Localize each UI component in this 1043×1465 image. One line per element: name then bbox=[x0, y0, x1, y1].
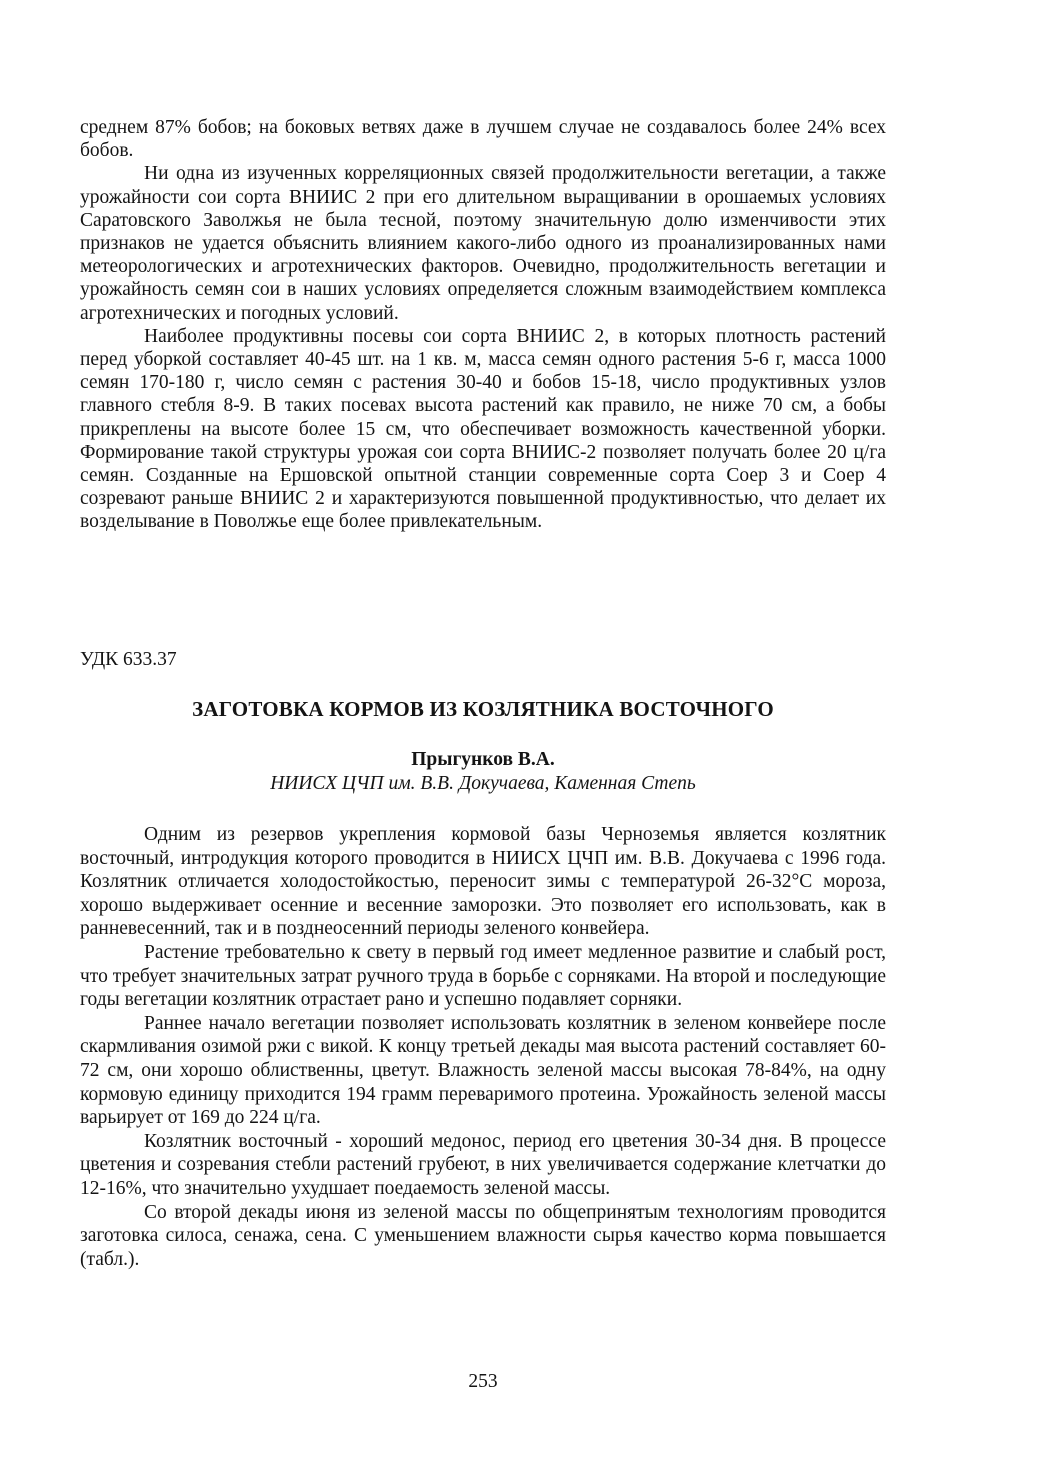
author-affiliation: НИИСХ ЦЧП им. В.В. Докучаева, Каменная Степь bbox=[270, 773, 696, 794]
paragraph: Раннее начало вегетации позволяет использовать козлятник в зеленом конвейере после скармливания озимой ржи с викой. К концу третьей декады мая высота растений составляет 60-72 см, они хорошо облиственны, цветут. Влажность зеленой массы высокая 78-84%, на одну кормовую единицу приходится 194 грамм переваримого протеина. Урожайность зеленой массы варьирует от 169 до 224 ц/га. bbox=[80, 1012, 886, 1129]
article-author: Прыгунков В.А. bbox=[411, 749, 555, 770]
article-body bbox=[80, 823, 886, 1271]
article-title: ЗАГОТОВКА КОРМОВ ИЗ КОЗЛЯТНИКА ВОСТОЧНОГО bbox=[192, 697, 774, 721]
paragraph: Ни одна из изученных корреляционных связей продолжительности вегетации, а также урожайности сои сорта ВНИИС 2 при его длительном выращивании в орошаемых условиях Саратовского Заволжья не была тесной, поэтому значительную долю изменчивости этих признаков не удается объяснить влиянием какого-либо одного из проанализированных нами метеорологических и агротехнических факторов. Очевидно, продолжительность вегетации и урожайность семян сои в наших условиях определяется сложным взаимодействием комплекса агротехнических и погодных условий. bbox=[80, 163, 886, 324]
paragraph: Со второй декады июня из зеленой массы по общепринятым технологиям проводится заготовка силоса, сенажа, сена. С уменьшением влажности сырья качество корма повышается (табл.). bbox=[80, 1201, 886, 1270]
paragraph: Растение требовательно к свету в первый год имеет медленное развитие и слабый рост, что требует значительных затрат ручного труда в борьбе с сорняками. На второй и последующие годы вегетации козлятник отрастает рано и успешно подавляет сорняки. bbox=[80, 941, 886, 1011]
paragraph: Одним из резервов укрепления кормовой базы Черноземья является козлятник восточный, интродукция которого проводится в НИИСХ ЦЧП им. В.В. Докучаева с 1996 года. Козлятник отличается холодостойкостью, переносит зимы с температурой 26-32°С мороза, хорошо выдерживает осенние и весенние заморозки. Это позволяет его использовать, как в ранневесенний, так и в позднеосенний периоды зеленого конвейера. bbox=[80, 824, 886, 940]
paragraph: Наиболее продуктивны посевы сои сорта ВНИИС 2, в которых плотность растений перед уборкой составляет 40-45 шт. на 1 кв. м, масса семян одного растения 5-6 г, масса 1000 семян 170-180 г, число семян с растения 30-40 и бобов 15-18, число продуктивных узлов главного стебля 8-9. В таких посевах высота растений как правило, не ниже 70 см, а бобы прикреплены на высоте более 15 см, что обеспечивает возможность качественной уборки. Формирование такой структуры урожая сои сорта ВНИИС-2 позволяет получать более 20 ц/га семян. Созданные на Ершовской опытной станции современные сорта Соер 3 и Соер 4 созревают раньше ВНИИС 2 и характеризуются повышенной продуктивностью, что делает их возделывание в Поволжье еще более привлекательным. bbox=[80, 325, 886, 533]
paragraph: среднем 87% бобов; на боковых ветвях даже в лучшем случае не создавалось более 24% всех бобов. bbox=[80, 117, 886, 162]
previous-article-continuation bbox=[80, 116, 886, 534]
paragraph: Козлятник восточный - хороший медонос, период его цветения 30-34 дня. В процессе цветения и созревания стебли растений грубеют, в них увеличивается содержание клетчатки до 12-16%, что значительно ухудшает поедаемость зеленой массы. bbox=[80, 1130, 886, 1199]
udk-code: УДК 633.37 bbox=[80, 649, 177, 670]
page-number: 253 bbox=[468, 1371, 498, 1392]
